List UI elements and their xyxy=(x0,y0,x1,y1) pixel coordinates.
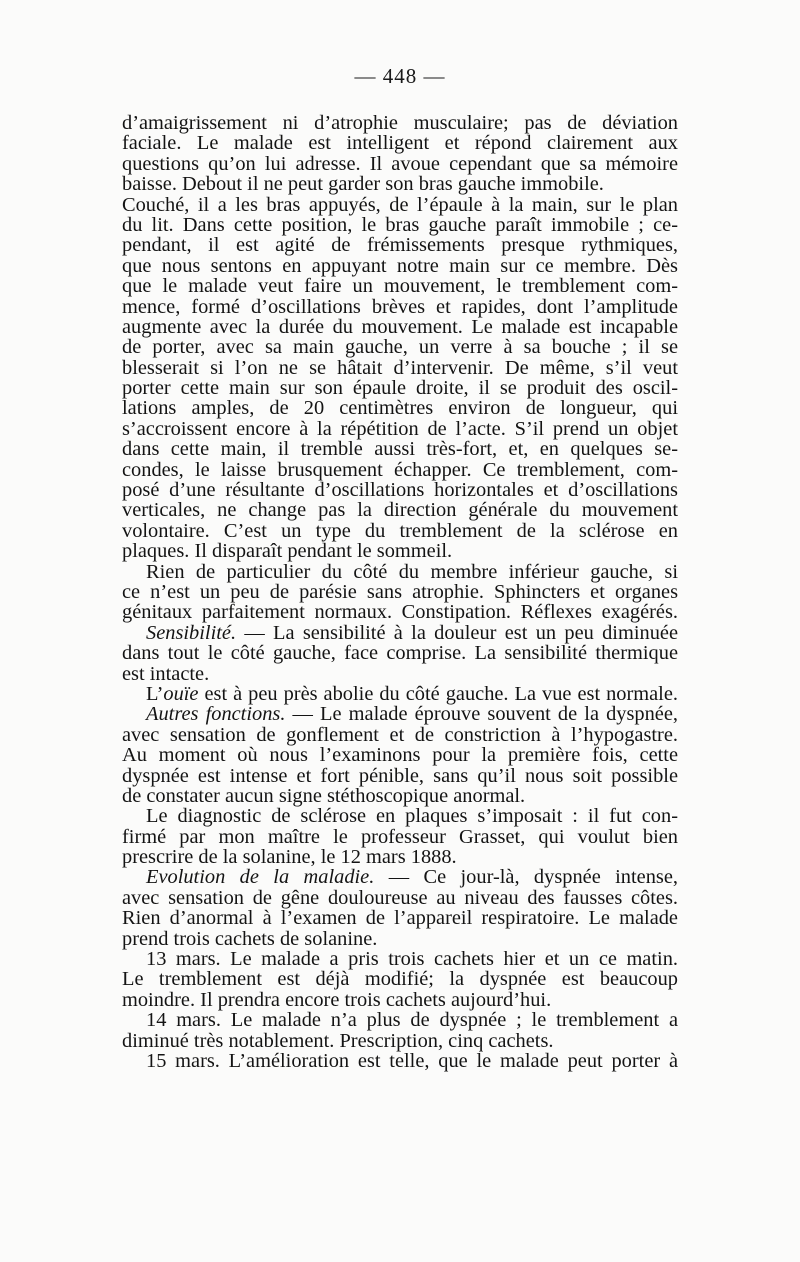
text-line: Autres fonctions. — Le malade éprouve souvent de la dyspnée, xyxy=(146,703,679,726)
text-line: lations amples, de 20 centimètres environ de longueur, qui xyxy=(122,397,678,420)
text-line: prescrire de la solanine, le 12 mars 1888. xyxy=(122,846,457,869)
text-line: Rien de particulier du côté du membre inférieur gauche, si xyxy=(146,560,678,583)
text-line: 14 mars. Le malade n’a plus de dyspnée ; le tremblement a xyxy=(146,1009,678,1032)
text-line: questions qu’on lui adresse. Il avoue cependant que sa mémoire xyxy=(122,152,678,175)
text-line: diminué très notablement. Prescription, cinq cachets. xyxy=(122,1029,554,1052)
text-line: du lit. Dans cette position, le bras gauche paraît immobile ; ce- xyxy=(122,213,678,236)
text-line: génitaux parfaitement normaux. Constipation. Réflexes exagérés. xyxy=(122,601,678,624)
text-line: Couché, il a les bras appuyés, de l’épaule à la main, sur le plan xyxy=(122,193,678,216)
text-line: que le malade veut faire un mouvement, le tremblement com- xyxy=(122,275,678,298)
text-line: de porter, avec sa main gauche, un verre à sa bouche ; il se xyxy=(122,336,678,359)
text-line: posé d’une résultante d’oscillations horizontales et d’oscillations xyxy=(122,479,678,502)
text-line: dyspnée est intense et fort pénible, sans qu’il nous soit possible xyxy=(122,764,678,787)
text-line: Sensibilité. — La sensibilité à la douleur est un peu diminuée xyxy=(146,621,678,644)
text-line: dans tout le côté gauche, face comprise. La sensibilité thermique xyxy=(122,642,678,665)
text-line: augmente avec la durée du mouvement. Le malade est incapable xyxy=(122,315,678,338)
text-line: ce n’est un peu de parésie sans atrophie. Sphincters et organes xyxy=(122,580,678,603)
text-line: dans cette main, il tremble aussi très-fort, et, en quelques se- xyxy=(122,438,678,461)
text-line: faciale. Le malade est intelligent et répond clairement aux xyxy=(122,132,678,155)
text-line: baisse. Debout il ne peut garder son bras gauche immobile. xyxy=(122,173,604,196)
text-line: avec sensation de gonflement et de constriction à l’hypogastre. xyxy=(122,723,678,746)
text-line: s’accroissent encore à la répétition de l’acte. S’il prend un objet xyxy=(122,417,678,440)
page-number: — 448 — xyxy=(354,64,446,88)
text-line: porter cette main sur son épaule droite, il se produit des oscil- xyxy=(122,377,678,400)
text-line: mence, formé d’oscillations brèves et rapides, dont l’amplitude xyxy=(122,295,678,318)
text-line: Le diagnostic de sclérose en plaques s’imposait : il fut con- xyxy=(146,805,678,828)
text-line: verticales, ne change pas la direction générale du mouvement xyxy=(122,499,678,522)
text-line: L’ouïe est à peu près abolie du côté gauche. La vue est normale. xyxy=(146,682,678,705)
text-line: prend trois cachets de solanine. xyxy=(122,927,378,950)
text-line: avec sensation de gêne douloureuse au niveau des fausses côtes. xyxy=(122,886,678,909)
text-line: condes, le laisse brusquement échapper. Ce tremblement, com- xyxy=(122,458,678,481)
text-line: Rien d’anormal à l’examen de l’appareil respiratoire. Le malade xyxy=(122,907,678,930)
text-line: firmé par mon maître le professeur Grasset, qui voulut bien xyxy=(122,825,678,848)
text-line: volontaire. C’est un type du tremblement de la sclérose en xyxy=(122,519,678,542)
text-line: Au moment où nous l’examinons pour la première fois, cette xyxy=(122,744,678,767)
text-line: 13 mars. Le malade a pris trois cachets hier et un ce matin. xyxy=(146,948,678,971)
body-text xyxy=(122,113,678,1071)
text-line: pendant, il est agité de frémissements presque rythmiques, xyxy=(122,234,678,257)
text-line: d’amaigrissement ni d’atrophie musculaire; pas de déviation xyxy=(122,112,678,134)
text-line: de constater aucun signe stéthoscopique anormal. xyxy=(122,784,526,807)
text-line: est intacte. xyxy=(122,662,210,685)
text-line: Evolution de la maladie. — Ce jour-là, dyspnée intense, xyxy=(146,866,678,889)
text-line: que nous sentons en appuyant notre main sur ce membre. Dès xyxy=(122,254,678,277)
text-line: blesserait si l’on ne se hâtait d’intervenir. De même, s’il veut xyxy=(122,356,678,379)
text-line: plaques. Il disparaît pendant le sommeil. xyxy=(122,540,453,563)
text-line: Le tremblement est déjà modifié; la dyspnée est beaucoup xyxy=(122,968,678,991)
text-line: moindre. Il prendra encore trois cachets aujourd’hui. xyxy=(122,988,552,1011)
text-line: 15 mars. L’amélioration est telle, que le malade peut porter à xyxy=(146,1049,678,1072)
